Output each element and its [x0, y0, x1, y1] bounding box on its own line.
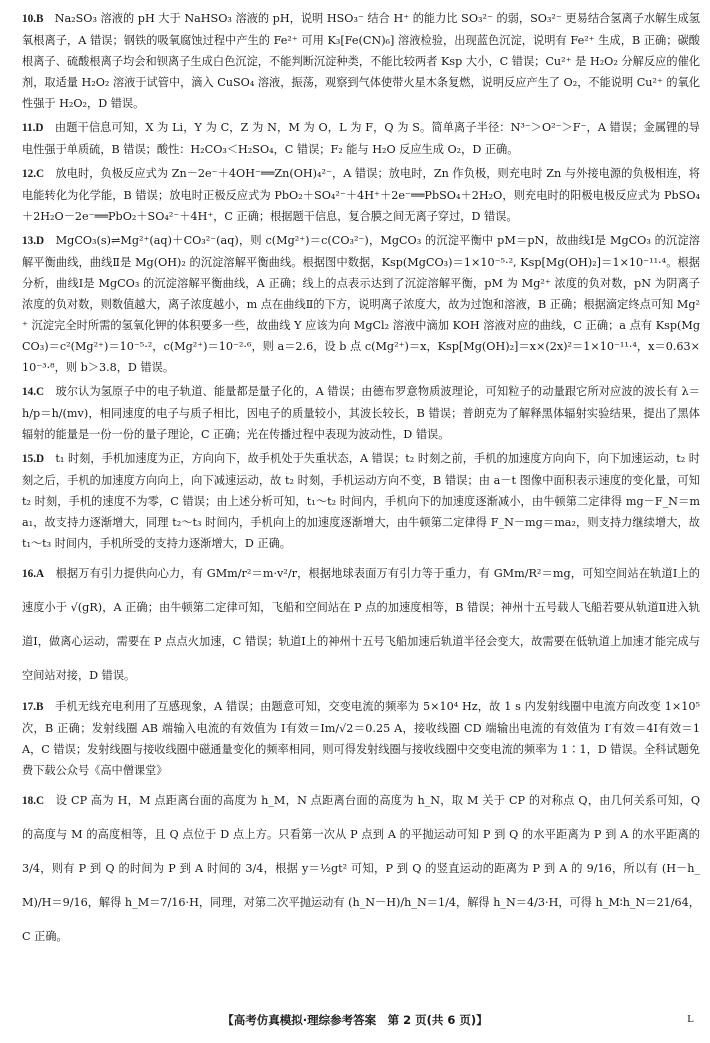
answer-number: 14.C [22, 386, 45, 398]
answer-item-10 [22, 8, 700, 114]
answer-item-18 [22, 784, 700, 954]
answer-number: 18.C [22, 795, 45, 807]
answer-number: 11.D [22, 122, 44, 134]
answer-item-17 [22, 696, 700, 781]
answer-item-13 [22, 230, 700, 378]
answer-number: 13.D [22, 235, 45, 247]
answer-text: 设 CP 高为 H，M 点距离台面的高度为 h_M，N 点距离台面的高度为 h_N，取 M 关于 CP 的对称点 Q，由几何关系可知，Q 的高度与 M 的高度相等，且 Q 点位于 D 点上方。只看第一次从 P 点到 A 的平抛运动可知 P 到 Q 的水平距离为 P 到 A 的水平距离的 3/4，则有 P 到 Q 的时间为 P 到 A 时间的 3/4，根据 y＝½gt² 可知，P 到 Q 的竖直运动的距离为 P 到 A 的 9/16，所以有 (H－h_M)/H＝9/16，解得 h_M＝7/16·H，同理，对第二次平抛运动有 (h_N－H)/h_N＝1/4，解得 h_N＝4/3·H，可得 h_M∶h_N＝21/64，C 正确。 [22, 794, 700, 943]
answer-item-15 [22, 448, 700, 554]
answer-item-11 [22, 117, 700, 160]
answer-text: Na₂SO₃ 溶液的 pH 大于 NaHSO₃ 溶液的 pH，说明 HSO₃⁻ 结合 H⁺ 的能力比 SO₃²⁻ 的弱，SO₃²⁻ 更易结合氢离子水解生成氢氧根离子，A 错误；钢铁的吸氧腐蚀过程中产生的 Fe²⁺ 可用 K₃[Fe(CN)₆] 溶液检验，出现蓝色沉淀，说明有 Fe²⁺ 生成，B 正确；碳酸根离子、硫酸根离子均会和钡离子生成白色沉淀，不能判断沉淀种类，不能比较两者 Ksp 大小，C 错误；Cu²⁺ 是 H₂O₂ 分解反应的催化剂，取适量 H₂O₂ 溶液于试管中，滴入 CuSO₄ 溶液，振荡，观察到气体使带火星木条复燃，说明反应产生了 O₂，不能说明 Cu²⁺ 的氧化性强于 H₂O₂，D 错误。 [22, 12, 700, 110]
answer-item-16 [22, 557, 700, 693]
answer-number: 15.D [22, 453, 45, 465]
answer-item-12 [22, 163, 700, 227]
answer-text: 由题干信息可知，X 为 Li，Y 为 C，Z 为 N，M 为 O，L 为 F，Q 为 S。简单离子半径：N³⁻＞O²⁻＞F⁻，A 错误；金属锂的导电性强于单质硫，B 错误；酸性：H₂CO₃＜H₂SO₄，C 错误；F₂ 能与 H₂O 反应生成 O₂，D 正确。 [22, 121, 700, 156]
answer-text: 放电时，负极反应式为 Zn－2e⁻＋4OH⁻══Zn(OH)₄²⁻，A 错误；放电时，Zn 作负极，则充电时 Zn 与外接电源的负极相连，将电能转化为化学能，B 错误；放电时正极反应式为 PbO₂＋SO₄²⁻＋4H⁺＋2e⁻══PbSO₄＋2H₂O，则充电时的阳极电极反应式为 PbSO₄＋2H₂O－2e⁻══PbO₂＋SO₄²⁻＋4H⁺，C 正确；根据题干信息，复合膜之间无离子穿过，D 错误。 [22, 167, 700, 223]
answer-text: 手机无线充电利用了互感现象，A 错误；由题意可知，交变电流的频率为 5×10⁴ Hz，故 1 s 内发射线圈中电流方向改变 1×10⁵ 次，B 正确；发射线圈 AB 端输入电流的有效值为 I有效＝Im/√2＝0.25 A，接收线圈 CD 端输出电流的有效值为 I′有效＝4I有效＝1 A，C 错误；发射线圈与接收线圈中磁通量变化的频率相同，则可得发射线圈与接收线圈中交变电流的频率为 1∶1，D 错误。全科试题免费下载公众号《高中僧课堂》 [22, 700, 700, 777]
answer-item-14 [22, 381, 700, 445]
footer-code: L [687, 1013, 694, 1025]
answer-text: t₁ 时刻，手机加速度为正，方向向下，故手机处于失重状态，A 错误；t₂ 时刻之前，手机的加速度方向向下，向下加速运动，t₂ 时刻之后，手机的加速度方向向上，向下减速运动，故 t₂ 时刻，手机运动方向不变，B 错误；由 a－t 图像中面积表示速度的变化量，可知 t₂ 时刻，手机的速度不为零，C 错误；由上述分析可知，t₁～t₂ 时间内，手机向下的加速度逐渐减小，由牛顿第二定律得 mg－F_N＝ma₁，故支持力逐渐增大，同理 t₂～t₃ 时间内，手机向上的加速度逐渐增大，由牛顿第二定律得 F_N－mg＝ma₂，则支持力继续增大，故 t₁～t₃ 时间内，手机所受的支持力逐渐增大，D 正确。 [22, 452, 700, 550]
answer-number: 17.B [22, 701, 44, 713]
answer-number: 12.C [22, 168, 45, 180]
answer-text: 玻尔认为氢原子中的电子轨道、能量都是量子化的，A 错误；由德布罗意物质波理论，可知粒子的动量跟它所对应波的波长有 λ＝h/p＝h/(mv)，相同速度的电子与质子相比，因电子的质量较小，其波长较长，B 错误；普朗克为了解释黑体辐射实验结果，提出了黑体辐射的能量是一份一份的量子理论，C 正确；光在传播过程中表现为波动性，D 错误。 [22, 385, 700, 441]
answer-text: MgCO₃(s)⇌Mg²⁺(aq)＋CO₃²⁻(aq)，则 c(Mg²⁺)＝c(CO₃²⁻)，MgCO₃ 的沉淀平衡中 pM＝pN，故曲线Ⅰ是 MgCO₃ 的沉淀溶解平衡曲线，曲线Ⅱ是 Mg(OH)₂ 的沉淀溶解平衡曲线。根据图中数据，Ksp(MgCO₃)＝1×10⁻⁵·², Ksp[Mg(OH)₂]＝1×10⁻¹¹·⁴。根据分析，曲线Ⅰ是 MgCO₃ 的沉淀溶解平衡曲线，A 正确；线上的点表示达到了沉淀溶解平衡，pM 为 Mg²⁺ 浓度的负对数，pN 为阴离子浓度的负对数，则数值越大，离子浓度越小，m 点在曲线Ⅱ的下方，说明离子浓度大，故为过饱和溶液，B 正确；根据滴定终点可知 Mg²⁺ 沉淀完全时所需的氢氧化钾的体积要多一些，故曲线 Y 应该为向 MgCl₂ 溶液中滴加 KOH 溶液对应的曲线，C 正确；a 点有 Ksp(MgCO₃)＝c²(Mg²⁺)＝10⁻⁵·²，c(Mg²⁺)＝10⁻²·⁶，则 a＝2.6，设 b 点 c(Mg²⁺)＝x，Ksp[Mg(OH)₂]＝x×(2x)²＝1×10⁻¹¹·⁴，x＝0.63×10⁻³·⁸，则 b＞3.8，D 错误。 [22, 234, 700, 374]
answer-number: 16.A [22, 568, 45, 580]
answer-number: 10.B [22, 13, 44, 25]
answer-text: 根据万有引力提供向心力，有 GMm/r²＝m·v²/r，根据地球表面万有引力等于重力，有 GMm/R²＝mg，可知空间站在轨道Ⅰ上的速度小于 √(gR)，A 正确；由牛顿第二定律可知，飞船和空间站在 P 点的加速度相等，B 错误；神州十五号载人飞船若要从轨道Ⅱ进入轨道Ⅰ，做离心运动，需要在 P 点点火加速，C 错误；轨道Ⅰ上的神州十五号飞船加速后轨道半径会变大，故需要在低轨道上加速才能完成与空间站对接，D 错误。 [22, 567, 700, 682]
page-footer: 【高考仿真模拟·理综参考答案 第 2 页(共 6 页)】 [222, 1013, 488, 1027]
